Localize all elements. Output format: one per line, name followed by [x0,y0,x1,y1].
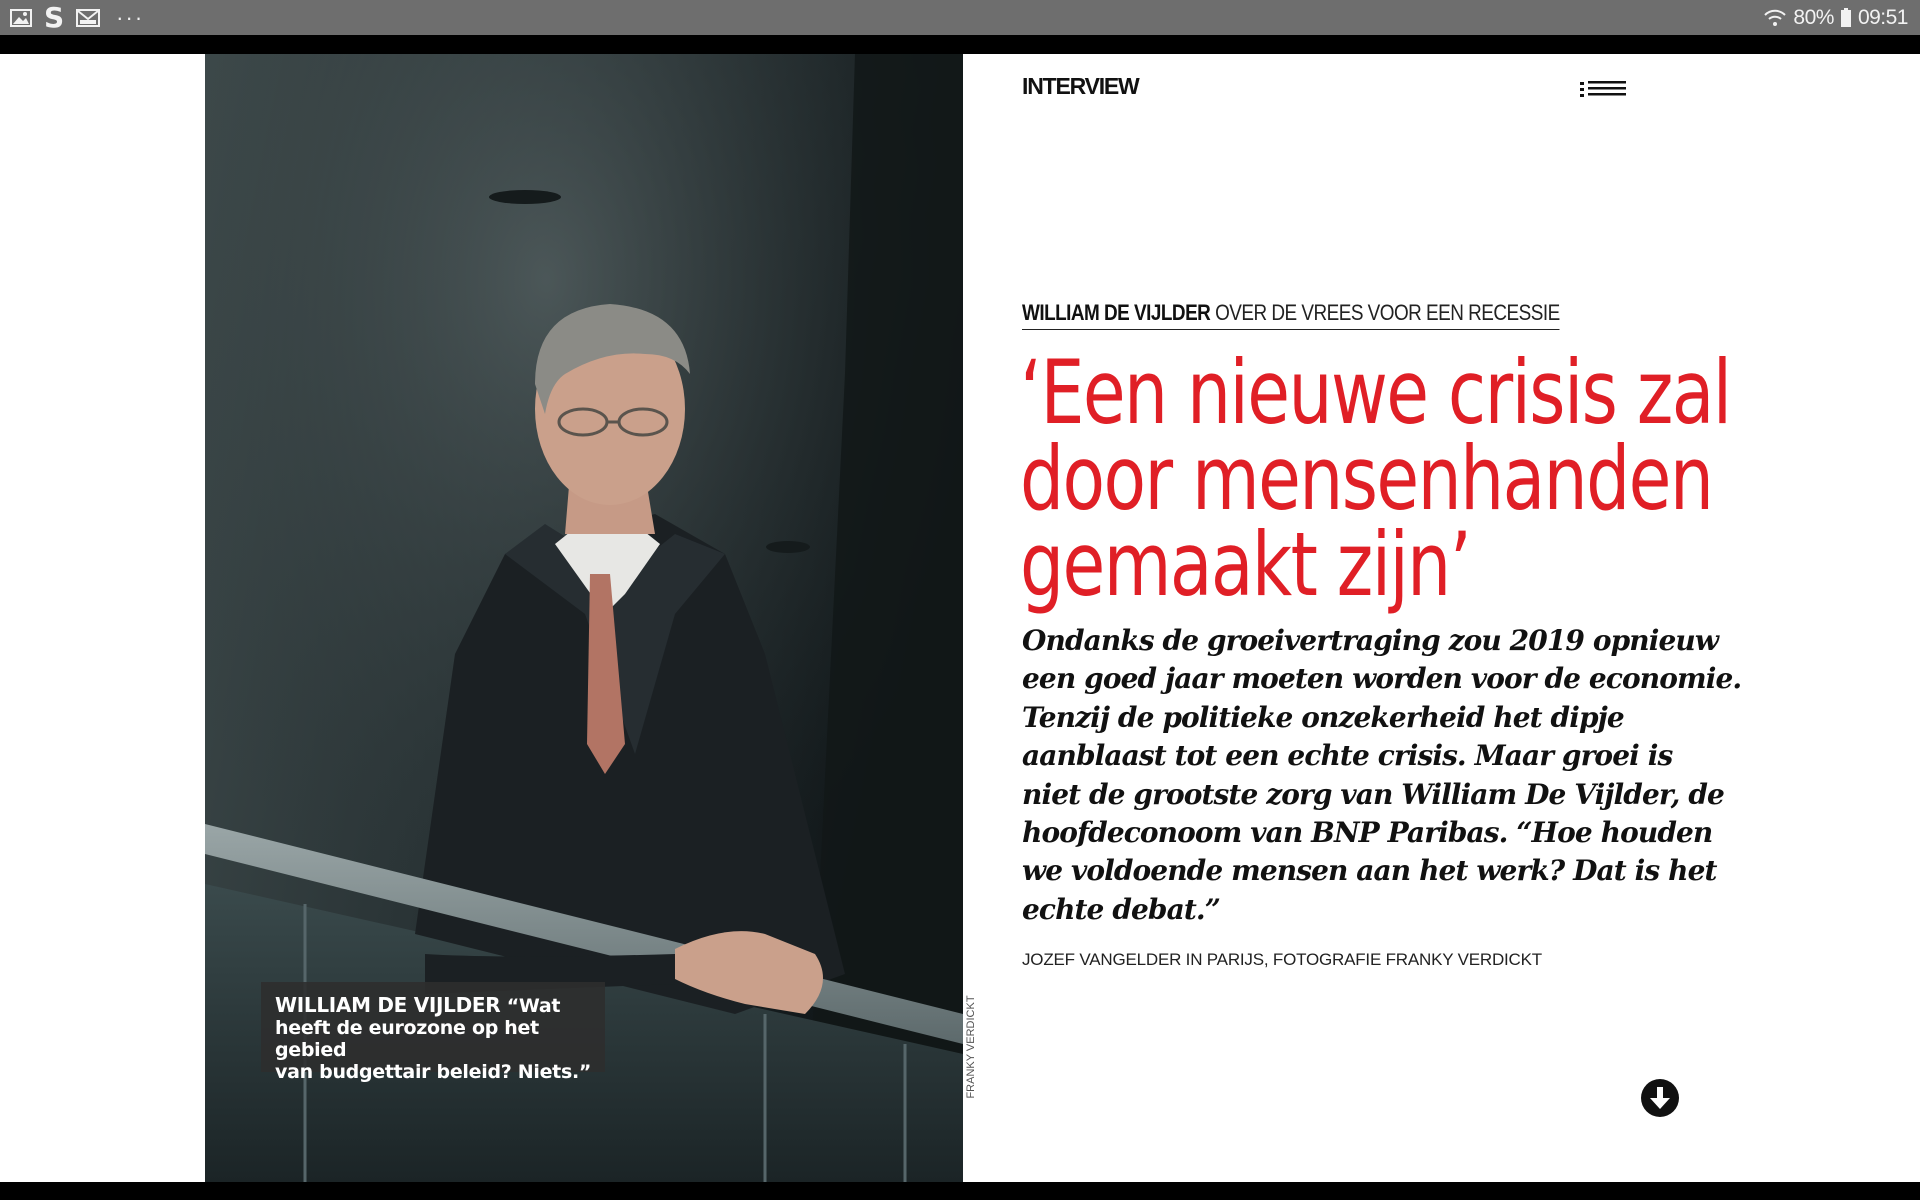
headline-line-2: door mensenhanden [1020,427,1713,530]
article-kicker [1022,300,1560,330]
kicker-topic: OVER DE VREES VOOR EEN RECESSIE [1215,300,1560,325]
headline-line-1: ‘Een nieuwe crisis zal [1020,341,1731,444]
gallery-icon [10,8,32,28]
article-byline: JOZEF VANGELDER IN PARIJS, FOTOGRAFIE FRANKY VERDICKT [1022,950,1542,969]
arrow-down-icon [1641,1079,1679,1117]
battery-percentage: 80% [1793,6,1834,29]
section-label: INTERVIEW [1022,73,1139,99]
caption-line-3: van budgettair beleid? Niets.” [275,1061,592,1083]
caption-line-1: “Wat [506,995,561,1017]
kicker-name: WILLIAM DE VIJLDER [1022,300,1211,325]
magazine-page[interactable] [0,54,1920,1182]
intro-line: niet de grootste zorg van William De Vijlder, de [1022,777,1724,811]
table-of-contents-icon[interactable] [1580,80,1626,98]
s-app-icon: S [44,1,65,34]
status-bar-notifications [10,1,145,34]
battery-icon [1840,8,1852,28]
intro-line: aanblaast tot een echte crisis. Maar groei is [1022,739,1673,773]
caption-line-2: heeft de eurozone op het gebied [275,1017,539,1061]
intro-line: hoofdeconoom van BNP Paribas. “Hoe houden [1022,816,1713,850]
intro-line: echte debat.” [1022,892,1220,926]
status-bar-system [1763,4,1908,32]
screen-top-band [0,35,1920,54]
article-intro [1022,622,1742,929]
intro-line: Tenzij de politieke onzekerheid het dipje [1022,700,1624,734]
gmail-icon [76,8,100,28]
photo-credit [963,969,979,1134]
wifi-icon [1763,9,1787,27]
headline-line-3: gemaakt zijn’ [1020,513,1471,616]
intro-line: we voldoende mensen aan het werk? Dat is het [1022,854,1717,888]
status-bar [0,0,1920,35]
portrait-photo [205,54,963,1182]
more-icon: ··· [116,5,145,30]
scroll-down-button[interactable] [1641,1079,1679,1117]
photo-caption-text [275,994,595,1083]
intro-line: Ondanks de groeivertraging zou 2019 opnieuw [1022,624,1719,657]
intro-line: een goed jaar moeten worden voor de economie. [1022,662,1742,696]
screen-bottom-band [0,1182,1920,1200]
caption-name: WILLIAM DE VIJLDER [275,993,501,1017]
clock: 09:51 [1857,6,1908,29]
article-headline [1020,341,1731,616]
photo-credit-text: FRANKY VERDICKT [965,995,977,1099]
photo-caption [261,982,605,1083]
